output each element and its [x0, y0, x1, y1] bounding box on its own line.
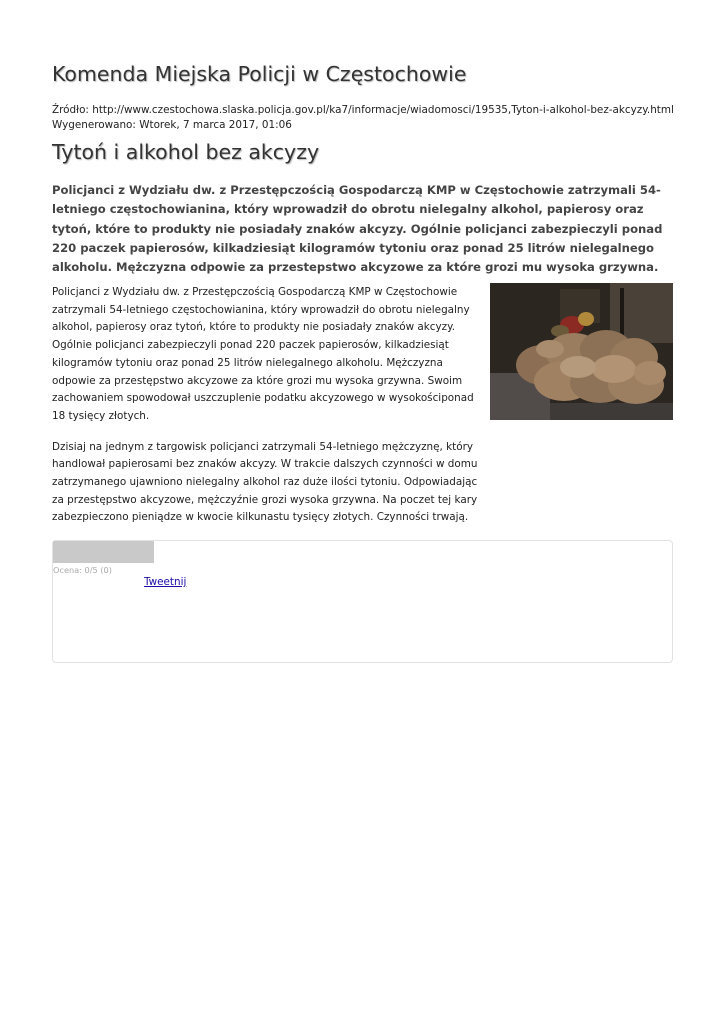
rating-label: Ocena: 0/5 (0) [53, 565, 112, 575]
article-lead: Policjanci z Wydziału dw. z Przestępczością Gospodarczą KMP w Częstochowie zatrzymali 54-letniego częstochowianina, który wprowadził do obrotu nielegalny alkohol, papierosy oraz tytoń, które to produkty nie posiadały znaków akcyzy. Ogólnie policjanci zabezpieczyli ponad 220 paczek papierosów, kilkadziesiąt kilogramów tytoniu oraz ponad 25 litrów nielegalnego alkoholu. Mężczyzna odpowie za przestepstwo akcyzowe za które grozi mu wysoka grzywna. [52, 183, 663, 275]
article-photo [490, 283, 673, 420]
rating-stars-bar[interactable] [53, 541, 154, 563]
source-url: Źródło: http://www.czestochowa.slaska.policja.gov.pl/ka7/informacje/wiadomosci/19535,Tyton-i-alkohol-bez-akcyzy.html [52, 104, 674, 116]
article-body [52, 284, 480, 540]
rating-panel [52, 540, 673, 663]
article-title: Tytoń i alkohol bez akcyzy [52, 140, 320, 164]
tweet-link[interactable]: Tweetnij [144, 576, 187, 588]
site-title: Komenda Miejska Policji w Częstochowie [52, 62, 467, 86]
article-paragraph: Policjanci z Wydziału dw. z Przestępczością Gospodarczą KMP w Częstochowie zatrzymali 54-letniego częstochowianina, który wprowadził do obrotu nielegalny alkohol, papierosy oraz tytoń, które to produkty nie posiadały znaków akcyzy. Ogólnie policjanci zabezpieczyli ponad 220 paczek papierosów, kilkadziesiąt kilogramów tytoniu oraz ponad 25 litrów nielegalnego alkoholu. Mężczyzna odpowie za przestępstwo akcyzowe za które grozi mu wysoka grzywna. Swoim zachowaniem spowodował uszczuplenie podatku akcyzowego w wysokościponad 18 tysięcy złotych. [52, 286, 474, 422]
generated-date: Wygenerowano: Wtorek, 7 marca 2017, 01:06 [52, 119, 292, 131]
article-paragraph: Dzisiaj na jednym z targowisk policjanci zatrzymali 54-letniego mężczyznę, który handlował papierosami bez znaków akcyzy. W trakcie dalszych czynności w domu zatrzymanego ujawniono nielegalny alkohol raz duże ilości tytoniu. Odpowiadając za przestępstwo akcyzowe, mężczyźnie grozi wysoka grzywna. Na poczet tej kary zabezpieczono pieniądze w kwocie kilkunastu tysięcy złotych. Czynności trwają. [52, 440, 478, 524]
meta-info [52, 103, 674, 133]
